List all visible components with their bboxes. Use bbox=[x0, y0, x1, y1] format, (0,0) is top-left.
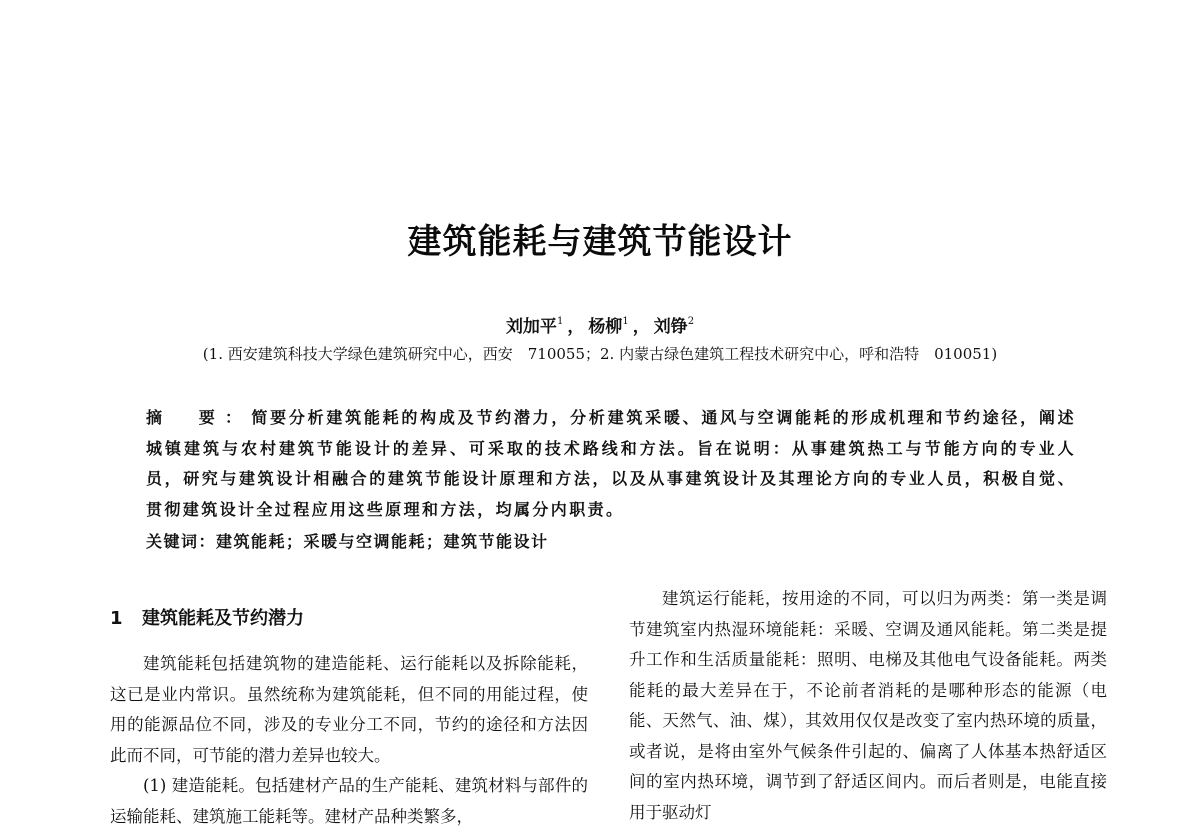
body-paragraph: (1) 建造能耗。包括建材产品的生产能耗、建筑材料与部件的运输能耗、建筑施工能耗等。建材产品种类繁多， bbox=[110, 776, 588, 826]
body-paragraph: 建筑运行能耗，按用途的不同，可以归为两类：第一类是调节建筑室内热湿环境能耗：采暖、空调及通风能耗。第二类是提升工作和生活质量能耗：照明、电梯及其他电气设备能耗。两类能耗的最大差异在于，不论前者消耗的是哪种形态的能源（电能、天然气、油、煤），其效用仅仅是改变了室内热环境的质量，或者说，是将由室外气候条件引起的、偏离了人体基本热舒适区间的室内热环境，调节到了舒适区间内。而后者则是，电能直接用于驱动灯 bbox=[629, 589, 1107, 822]
abstract-text: 简要分析建筑能耗的构成及节约潜力，分析建筑采暖、通风与空调能耗的形成机理和节约途径，阐述城镇建筑与农村建筑节能设计的差异、可采取的技术路线和方法。旨在说明：从事建筑热工与节能方向的专业人员，研究与建筑设计相融合的建筑节能设计原理和方法，以及从事建筑设计及其理论方向的专业人员，积极自觉、贯彻建筑设计全过程应用这些原理和方法，均属分内职责。 bbox=[146, 408, 1076, 519]
author-separator: ， bbox=[567, 317, 585, 337]
author-affiliation-mark: 2 bbox=[687, 316, 695, 327]
paper-title: 建筑能耗与建筑节能设计 bbox=[407, 222, 793, 262]
right-column bbox=[629, 584, 1107, 827]
keywords-text: 建筑能耗；采暖与空调能耗；建筑节能设计 bbox=[216, 532, 549, 551]
body-paragraph: 建筑能耗包括建筑物的建造能耗、运行能耗以及拆除能耗，这已是业内常识。虽然统称为建筑能耗，但不同的用能过程，使用的能源品位不同，涉及的专业分工不同，节约的途径和方法因此而不同，可节能的潜力差异也较大。 bbox=[110, 654, 588, 765]
section-number: 1 bbox=[110, 608, 123, 629]
affiliation-line: (1. 西安建筑科技大学绿色建筑研究中心，西安 710055；2. 内蒙古绿色建筑工程技术研究中心，呼和浩特 010051) bbox=[202, 345, 998, 363]
author-separator: ， bbox=[632, 317, 650, 337]
author-affiliation-mark: 1 bbox=[556, 316, 564, 327]
author-name: 杨柳 bbox=[588, 317, 623, 337]
keywords-label: 关键词： bbox=[146, 532, 217, 551]
section-title: 建筑能耗及节约潜力 bbox=[142, 608, 304, 629]
author-name: 刘加平 bbox=[505, 317, 557, 337]
keywords-line bbox=[146, 529, 549, 552]
abstract-block bbox=[146, 403, 1076, 525]
author-line bbox=[0, 312, 1200, 337]
left-column bbox=[110, 603, 588, 827]
abstract-label: 摘 要： bbox=[146, 408, 252, 427]
author-name: 刘铮 bbox=[653, 317, 688, 337]
author-affiliation-mark: 1 bbox=[622, 316, 629, 327]
column-gutter bbox=[600, 590, 601, 827]
section-heading bbox=[110, 603, 588, 635]
